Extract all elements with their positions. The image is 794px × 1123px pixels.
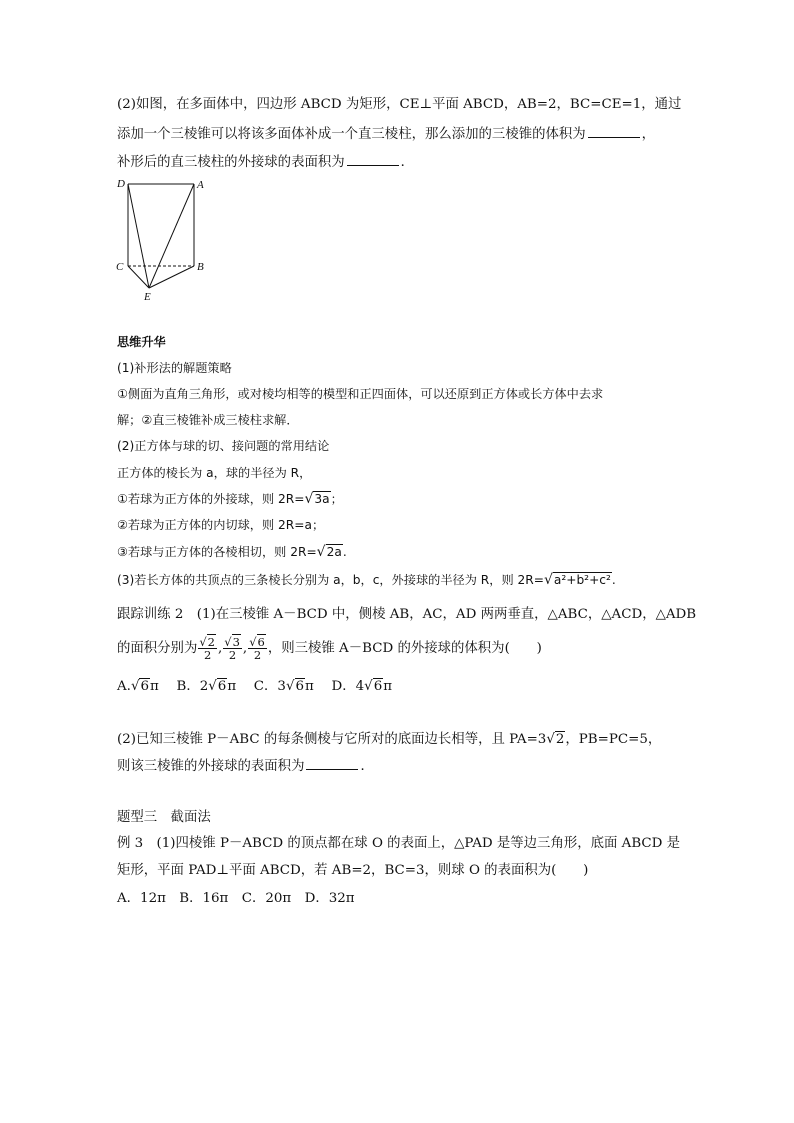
option-a[interactable]: A.√6π: [117, 679, 159, 694]
summary-p1-title: (1)补形法的解题策略: [117, 361, 232, 375]
summary-p2-line3: ②若球为正方体的内切球，则 2R=a；: [117, 518, 325, 532]
summary-p2-line2-text: ①若球为正方体的外接球，则 2R=: [117, 492, 305, 506]
summary-p1-line2: 解；②直三棱锥补成三棱柱求解．: [117, 413, 299, 427]
fraction-sqrt2-over-2: $\frac{√2}{2}$: [199, 635, 215, 662]
summary-p2-line4-end: .: [342, 545, 347, 559]
section3-title: 题型三 截面法: [117, 810, 211, 825]
example3-line-2: 矩形，平面 PAD⊥平面 ABCD，若 AB=2，BC=3，则球 O 的表面积为( ): [117, 863, 589, 878]
option-c[interactable]: C．3√6π: [253, 679, 314, 694]
edge-AE: [149, 184, 194, 288]
q2-line-3-end: ．: [400, 155, 415, 170]
example3-line-1: 例 3 (1)四棱锥 P－ABCD 的顶点都在球 O 的表面上，△PAD 是等边三角形，底面 ABCD 是: [117, 836, 681, 851]
practice-line-2-end: ，则三棱锥 A－BCD 的外接球的体积为( ): [267, 641, 542, 656]
summary-p2-line4: ③若球与正方体的各棱相切，则 2R=√2a.: [117, 544, 347, 560]
q2-line-2: [117, 126, 655, 144]
label-D: D: [117, 178, 125, 190]
q2-line-3-text: 补形后的直三棱柱的外接球的表面积为: [117, 155, 345, 170]
summary-p2-line4-text: ③若球与正方体的各棱相切，则 2R=: [117, 545, 317, 559]
practice-q2-line2-end: ．: [360, 759, 374, 774]
sqrt-abc: a²+b²+c²: [553, 573, 611, 587]
summary-p3-end: .: [611, 573, 616, 587]
summary-p1-line1: ①侧面为直角三角形，或对棱均相等的模型和正四面体，可以还原到正方体或长方体中去求: [117, 387, 604, 401]
summary-p2-title: (2)正方体与球的切、接问题的常用结论: [117, 439, 330, 453]
fraction-sqrt6-over-2: $\frac{√6}{2}$: [249, 635, 265, 662]
summary-p2-line1: 正方体的棱长为 a，球的半径为 R，: [117, 466, 312, 480]
q2-line-2-text: 添加一个三棱锥可以将该多面体补成一个直三棱柱，那么添加的三棱锥的体积为: [117, 127, 586, 142]
q2-line-2-end: ，: [641, 127, 656, 142]
polyhedron-figure: [112, 174, 212, 302]
summary-p3: (3)若长方体的共顶点的三条棱长分别为 a，b，c，外接球的半径为 R，则 2R=√a²+b²+c².: [117, 572, 616, 588]
sqrt-3a: 3a: [314, 492, 330, 506]
sqrt-2: 2: [555, 732, 565, 747]
practice-line-2: 的面积分别为 $\frac{√2}{2}$ , $\frac{√3}{2}$ , $\frac{√6}{2}$ ，则三棱锥 A－BCD 的外接球的体积为( ): [117, 635, 542, 662]
label-E: E: [144, 291, 151, 302]
q2-line-1: (2)如图，在多面体中，四边形 ABCD 为矩形，CE⊥平面 ABCD，AB=2，BC=CE=1，通过: [117, 97, 682, 112]
example3-options[interactable]: A．12π B．16π C．20π D．32π: [117, 891, 355, 906]
edge-BE: [149, 266, 194, 288]
practice-line-1: 跟踪训练 2 (1)在三棱锥 A－BCD 中，侧棱 AB，AC，AD 两两垂直，△ABC，△ACD，△ADB: [117, 607, 697, 622]
edge-DE: [128, 184, 149, 288]
practice-q2-line2-text: 则该三棱锥的外接球的表面积为: [117, 759, 305, 774]
practice-line-2-text: 的面积分别为: [117, 641, 198, 656]
summary-p2-line2-end: ；: [330, 492, 343, 506]
q2-line-3: [117, 154, 414, 172]
practice-q2-line-1: (2)已知三棱锥 P－ABC 的每条侧棱与它所对的底面边长相等，且 PA=3√2，PB=PC=5，: [117, 732, 662, 747]
practice-q2-end: ，PB=PC=5，: [565, 732, 662, 747]
answer-blank-volume[interactable]: [588, 126, 640, 138]
sqrt-2a: 2a: [326, 545, 342, 559]
label-C: C: [116, 261, 124, 273]
label-B: B: [197, 261, 204, 273]
practice-q2-line-2: [117, 758, 374, 776]
fraction-sqrt3-over-2: $\frac{√3}{2}$: [224, 635, 240, 662]
summary-p2-line2: ①若球为正方体的外接球，则 2R=√3a；: [117, 491, 343, 507]
edge-CE: [128, 266, 149, 288]
label-A: A: [197, 179, 204, 191]
summary-p3-text: (3)若长方体的共顶点的三条棱长分别为 a，b，c，外接球的半径为 R，则 2R=: [117, 573, 544, 587]
option-b[interactable]: B．2√6π: [176, 679, 237, 694]
answer-blank-sphere-area[interactable]: [306, 758, 358, 770]
option-d[interactable]: D．4√6π: [331, 679, 393, 694]
answer-blank-area[interactable]: [347, 154, 399, 166]
practice-options: [117, 678, 392, 696]
practice-q2-text: (2)已知三棱锥 P－ABC 的每条侧棱与它所对的底面边长相等，且 PA=3: [117, 732, 547, 747]
summary-title: 思维升华: [117, 335, 166, 349]
